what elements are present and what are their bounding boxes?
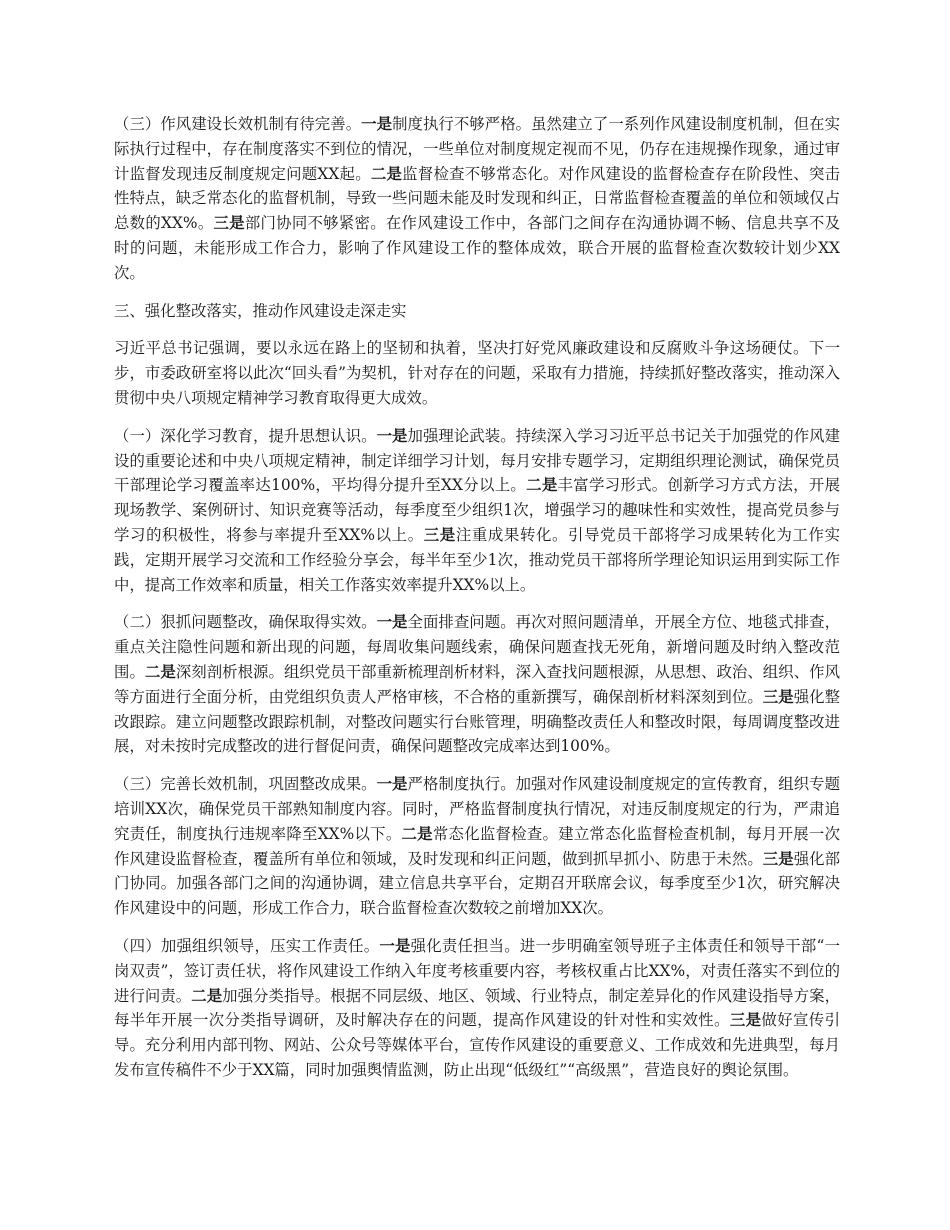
text-run: 常态化监督检查。建立常态化监督检查机制，每月开展一次作风建设监督检查，覆盖所有单位和领域，及时发现和纠正问题，做到抓早抓小、防患于未然。 — [114, 824, 840, 868]
text-run: 加强理论武装。持续深入学习习近平总书记关于加强党的作风建设的重要论述和中央八项规定精神，制定详细学习计划，每月安排专题学习，定期组织理论测试，确保党员干部理论学习覆盖率达100%，平均得分提升至XX分以上。 — [114, 426, 840, 495]
paragraph-item-1 — [114, 424, 840, 598]
text-run: （四）加强组织领导，压实工作责任。 — [114, 936, 380, 955]
text-run: 习近平总书记强调，要以永远在路上的坚韧和执着，坚决打好党风廉政建设和反腐败斗争这场硬仗。下一步，市委政研室将以此次“回头看”为契机，针对存在的问题，采取有力措施，持续抓好整改落实，推动深入贯彻中央八项规定精神学习教育取得更大成效。 — [114, 339, 840, 407]
section-heading-3 — [114, 299, 840, 324]
bold-marker: 二是 — [144, 662, 176, 681]
bold-marker: 一是 — [376, 426, 408, 445]
text-run: （三）作风建设长效机制有待完善。 — [114, 115, 362, 133]
text-run: 强化部门协同。加强各部门之间的沟通协调，建立信息共享平台，定期召开联席会议，每季度至少1次，研究解决作风建设中的问题，形成工作合力，联合监督检查次数较之前增加XX次。 — [114, 849, 840, 918]
bold-marker: 三是 — [729, 1011, 762, 1030]
bold-marker: 二是 — [526, 476, 558, 495]
bold-marker: 三是 — [762, 849, 794, 868]
paragraph-intro — [114, 336, 840, 410]
heading-text: 三、强化整改落实，推动作风建设走深走实 — [114, 301, 407, 320]
bold-marker: 三是 — [762, 687, 794, 706]
text-run: 加强分类指导。根据不同层级、地区、领域、行业特点，制定差异化的作风建设指导方案，每半年开展一次分类指导调研，及时解决存在的问题，提高作风建设的针对性和实效性。 — [114, 986, 840, 1030]
bold-marker: 一是 — [379, 936, 411, 955]
bold-marker: 一是 — [361, 115, 393, 133]
text-run: 强化整改跟踪。建立问题整改跟踪机制，对整改问题实行台账管理，明确整改责任人和整改时限，每周调度整改进展，对未按时完成整改的进行督促问责，确保问题整改完成率达到100%。 — [114, 687, 840, 756]
text-run: 严格制度执行。加强对作风建设制度规定的宣传教育，组织专题培训XX次，确保党员干部熟知制度内容。同时，严格监督制度执行情况，对违反制度规定的行为，严肃追究责任，制度执行违规率降至XX%以下。 — [114, 775, 840, 843]
text-run: 做好宣传引导。充分利用内部刊物、网站、公众号等媒体平台，宣传作风建设的重要意义、工作成效和先进典型，每月发布宣传稿件不少于XX篇，同时加强舆情监测，防止出现“低级红”“高级黑”，营造良好的舆论氛围。 — [114, 1011, 840, 1079]
bold-marker: 二是 — [401, 824, 433, 843]
bold-marker: 一是 — [376, 613, 408, 632]
text-run: （一）深化学习教育，提升思想认识。 — [114, 426, 377, 445]
paragraph-item-2 — [114, 610, 840, 759]
bold-marker: 三是 — [213, 214, 245, 233]
text-run: 制度执行不够严格。虽然建立了一系列作风建设制度机制，但在实际执行过程中，存在制度落实不到位的情况，一些单位对制度规定视而不见，仍存在违规操作现象，通过审计监督发现违反制度规定问题XX起。 — [114, 115, 840, 183]
text-run: 注重成果转化。引导党员干部将学习成果转化为工作实践，定期开展学习交流和工作经验分享会，每半年至少1次，推动党员干部将所学理论知识运用到实际工作中，提高工作效率和质量，相关工作落实效率提升XX%以上。 — [114, 525, 840, 594]
text-run: 强化责任担当。进一步明确室领导班子主体责任和领导干部“一岗双责”，签订责任状，将作风建设工作纳入年度考核重要内容，考核权重占比XX%，对责任落实不到位的进行问责。 — [114, 936, 840, 1005]
paragraph-3-3 — [114, 112, 840, 286]
bold-marker: 一是 — [376, 775, 408, 794]
text-run: （三）完善长效机制，巩固整改成果。 — [114, 775, 377, 794]
text-run: 全面排查问题。再次对照问题清单，开展全方位、地毯式排查，重点关注隐性问题和新出现的问题，每周收集问题线索，确保问题查找无死角，新增问题及时纳入整改范围。 — [114, 613, 840, 681]
text-run: 部门协同不够紧密。在作风建设工作中，各部门之间存在沟通协调不畅、信息共享不及时的问题，未能形成工作合力，影响了作风建设工作的整体成效，联合开展的监督检查次数较计划少XX次。 — [114, 214, 840, 282]
bold-marker: 二是 — [191, 986, 223, 1005]
bold-marker: 二是 — [370, 164, 403, 183]
text-run: 监督检查不够常态化。对作风建设的监督检查存在阶段性、突击性特点，缺乏常态化的监督机制，导致一些问题未能及时发现和纠正，日常监督检查覆盖的单位和领域仅占总数的XX%。 — [114, 164, 840, 233]
paragraph-item-4 — [114, 934, 840, 1083]
text-run: （二）狠抓问题整改，确保取得实效。 — [114, 613, 377, 632]
document-body — [114, 112, 840, 1096]
text-run: 深刻剖析根源。组织党员干部重新梳理剖析材料，深入查找问题根源，从思想、政治、组织、作风等方面进行全面分析，由党组织负责人严格审核，不合格的重新撰写，确保剖析材料深刻到位。 — [114, 662, 840, 706]
text-run: 丰富学习形式。创新学习方式方法，开展现场教学、案例研讨、知识竞赛等活动，每季度至少组织1次，增强学习的趣味性和实效性，提高党员参与学习的积极性，将参与率提升至XX%以上。 — [114, 476, 840, 544]
bold-marker: 三是 — [423, 525, 456, 544]
paragraph-item-3 — [114, 772, 840, 921]
